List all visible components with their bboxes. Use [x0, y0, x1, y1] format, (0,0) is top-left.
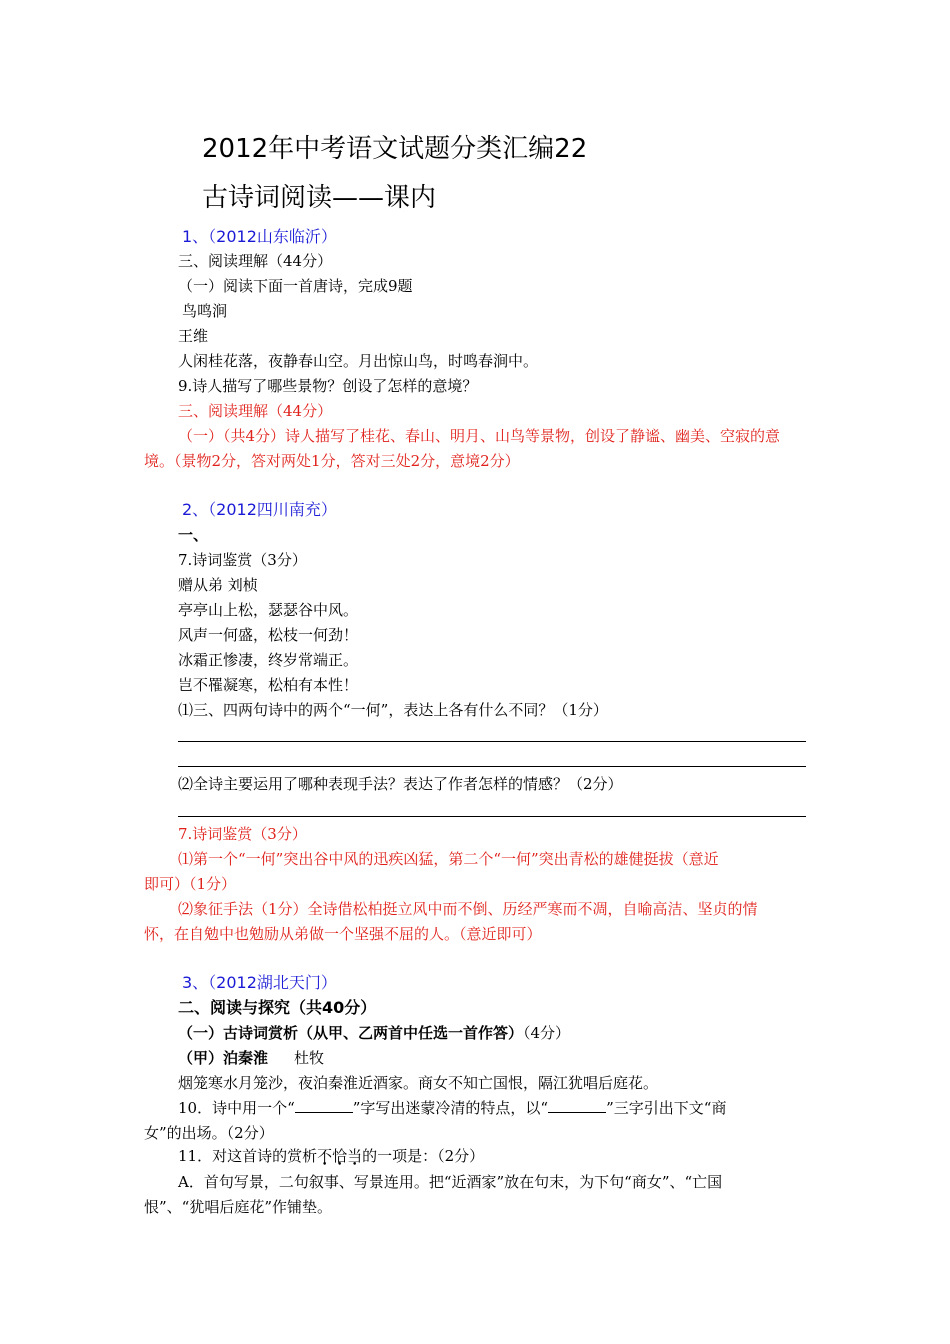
- emphasis-char: 不: [317, 1147, 333, 1165]
- poem-text: 风声一何盛，松枝一何劲！: [178, 626, 359, 644]
- text-run: 11．对这首诗的赏析: [178, 1147, 318, 1165]
- text-line: 女”的出场。（2分）: [144, 1124, 274, 1142]
- question-11: [178, 1146, 484, 1166]
- poem-text: 烟笼寒水月笼沙，夜泊秦淮近酒家。商女不知亡国恨，隔江犹唱后庭花。: [178, 1074, 659, 1092]
- section-1-header: 1、（2012山东临沂）: [182, 227, 337, 246]
- fill-blank[interactable]: [295, 1098, 353, 1113]
- text-line: 三、阅读理解（44分）: [178, 252, 333, 270]
- points: （4分）: [523, 1024, 571, 1042]
- option-a-cont: 恨”、“犹唱后庭花”作铺垫。: [144, 1198, 333, 1216]
- text-line: [178, 1023, 570, 1043]
- text-line: 一、: [178, 526, 209, 544]
- question-9: 9.诗人描写了哪些景物？创设了怎样的意境？: [178, 377, 478, 395]
- poem-title: 鸟鸣涧: [182, 302, 228, 320]
- emphasis-char: 当: [347, 1147, 363, 1165]
- question-line: ⑵全诗主要运用了哪种表现手法？表达了作者怎样的情感？（2分）: [178, 775, 623, 793]
- answer-blank-line: [178, 816, 806, 817]
- answer-blank-line: [178, 766, 806, 767]
- answer-line: 即可）（1分）: [144, 875, 237, 893]
- question-10: [178, 1098, 726, 1118]
- text-line: （一）阅读下面一首唐诗，完成9题: [178, 277, 413, 295]
- answer-line: （一）（共4分）诗人描写了桂花、春山、明月、山鸟等景物，创设了静谧、幽美、空寂的意: [178, 427, 781, 445]
- answer-line: 境。（景物2分，答对两处1分，答对三处2分，意境2分）: [144, 452, 520, 470]
- fill-blank[interactable]: [548, 1098, 606, 1113]
- poem-text: 冰霜正惨凄，终岁常端正。: [178, 651, 359, 669]
- answer-line: ⑴第一个“一何”突出谷中风的迅疾凶猛，第二个“一何”突出青松的雄健挺拔（意近: [178, 850, 719, 868]
- text-run: ”字写出迷蒙冷清的特点，以“: [352, 1099, 549, 1117]
- section-3-header: 3、（2012湖北天门）: [182, 973, 337, 992]
- section-2-header: 2、（2012四川南充）: [182, 500, 337, 519]
- subsection-title: （一）古诗词赏析（从甲、乙两首中任选一首作答）: [178, 1024, 524, 1042]
- answer-line: ⑵象征手法（1分）全诗借松柏挺立风中而不倒、历经严寒而不凋，自喻高洁、坚贞的情: [178, 900, 758, 918]
- poem-text: 亭亭山上松，瑟瑟谷中风。: [178, 601, 359, 619]
- page-title: 2012年中考语文试题分类汇编22: [202, 134, 588, 164]
- poem-author: 杜牧: [294, 1049, 325, 1067]
- poem-author: 王维: [178, 327, 209, 345]
- poem-text: 人闲桂花落，夜静春山空。月出惊山鸟，时鸣春涧中。: [178, 352, 539, 370]
- poem-heading: [178, 1048, 324, 1068]
- text-line: 7.诗词鉴赏（3分）: [178, 551, 307, 569]
- poem-title: （甲）泊秦淮: [178, 1049, 269, 1067]
- answer-line: 7.诗词鉴赏（3分）: [178, 825, 307, 843]
- question-line: ⑴三、四两句诗中的两个“一何”，表达上各有什么不同？（1分）: [178, 701, 608, 719]
- answer-line: 三、阅读理解（44分）: [178, 402, 333, 420]
- emphasis-char: 恰: [332, 1147, 348, 1165]
- text-line: 二、阅读与探究（共40分）: [178, 998, 377, 1017]
- poem-text: 岂不罹凝寒，松柏有本性！: [178, 676, 359, 694]
- text-run: 的一项是：（2分）: [362, 1147, 485, 1165]
- text-run: ”三字引出下文“商: [606, 1099, 727, 1117]
- poem-title: 赠从弟 刘桢: [178, 576, 258, 594]
- answer-line: 怀，在自勉中也勉励从弟做一个坚强不屈的人。（意近即可）: [144, 925, 542, 943]
- answer-blank-line: [178, 741, 806, 742]
- text-run: 10．诗中用一个“: [178, 1099, 295, 1117]
- option-a: A．首句写景，二句叙事、写景连用。把“近酒家”放在句末，为下句“商女”、“亡国: [178, 1173, 723, 1191]
- page-subtitle: 古诗词阅读——课内: [202, 183, 437, 213]
